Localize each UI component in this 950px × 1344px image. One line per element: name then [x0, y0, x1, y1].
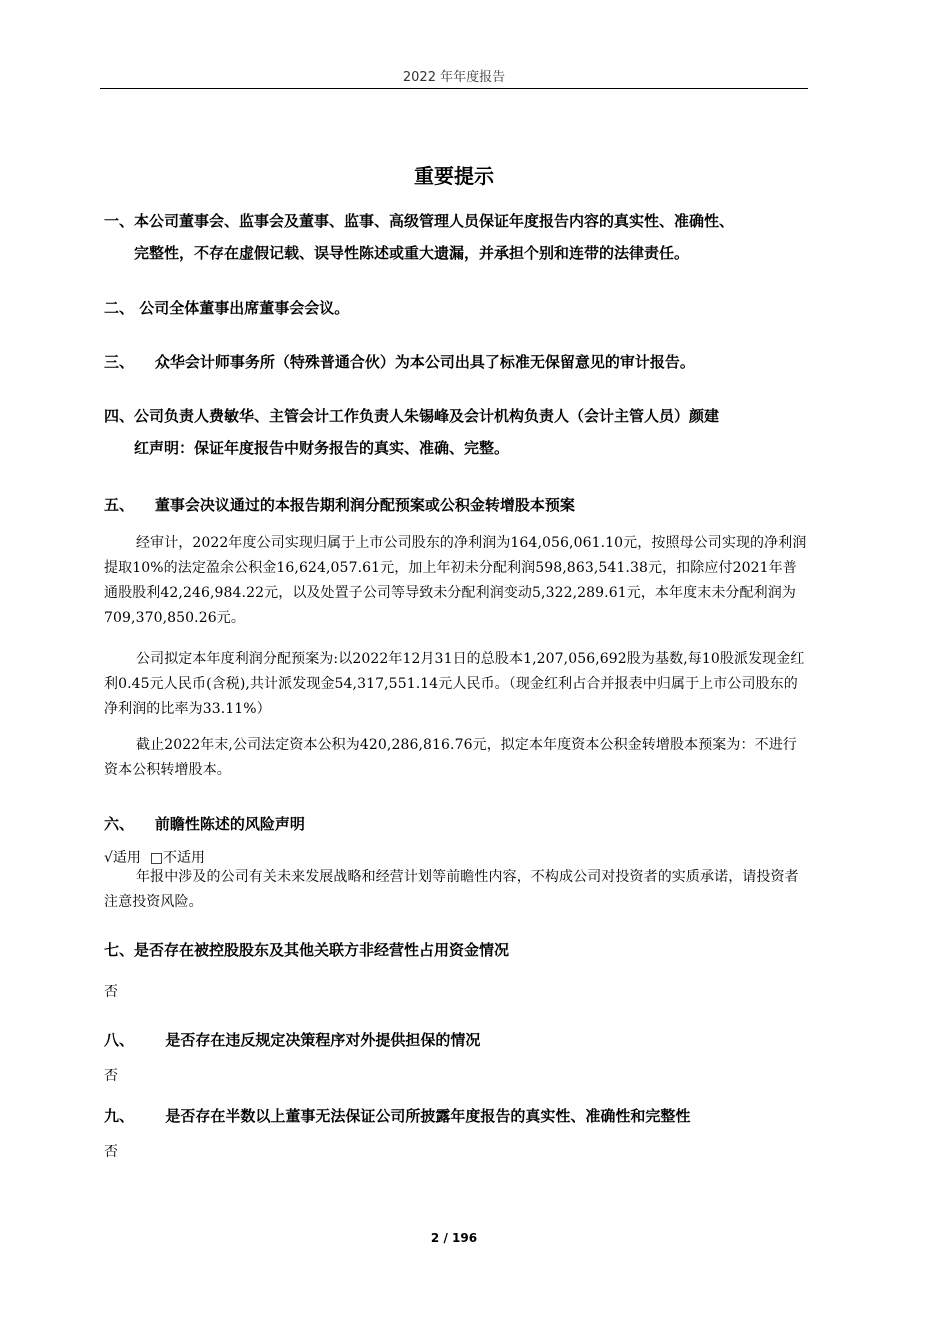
header-rule [100, 88, 808, 89]
section-1-text-line2: 完整性，不存在虚假记载、误导性陈述或重大遗漏，并承担个别和连带的法律责任。 [134, 244, 690, 262]
profit-paragraph-2: 公司拟定本年度利润分配预案为:以2022年12月31日的总股本1,207,056,692股为基数,每10股派发现金红利0.45元人民币(含税),共计派发现金54,317,551.14元人民币。（现金红利占合并报表中归属于上市公司股东的净利润的比率为33.11%） [104, 651, 805, 717]
section-3-text: 众华会计师事务所（特殊普通合伙）为本公司出具了标准无保留意见的审计报告。 [154, 353, 695, 371]
section-6-text: 前瞻性陈述的风险声明 [154, 815, 305, 833]
section-3-number: 三、 [104, 353, 135, 371]
section-8-answer: 否 [104, 1068, 118, 1084]
section-8-text: 是否存在违反规定决策程序对外提供担保的情况 [165, 1031, 481, 1049]
section-2-number: 二、 [104, 299, 135, 317]
section-6-number: 六、 [104, 815, 135, 833]
page-title: 重要提示 [414, 164, 494, 188]
section-1 [104, 205, 824, 269]
section-7 [104, 934, 824, 966]
section-2-text: 公司全体董事出席董事会会议。 [139, 299, 350, 317]
section-7-text: 是否存在被控股股东及其他关联方非经营性占用资金情况 [134, 941, 510, 959]
section-1-number: 一、 [104, 212, 135, 230]
section-8-number: 八、 [104, 1031, 135, 1049]
section-3 [104, 346, 824, 378]
section-5-text: 董事会决议通过的本报告期利润分配预案或公积金转增股本预案 [154, 496, 575, 514]
section-7-number: 七、 [104, 941, 135, 959]
risk-statement: 年报中涉及的公司有关未来发展战略和经营计划等前瞻性内容，不构成公司对投资者的实质承诺，请投资者注意投资风险。 [104, 869, 799, 910]
section-6 [104, 808, 824, 840]
section-9 [104, 1100, 824, 1132]
section-4-text-line2: 红声明：保证年度报告中财务报告的真实、准确、完整。 [134, 439, 510, 457]
page-number: 2 / 196 [430, 1231, 478, 1245]
running-header: 2022 年年度报告 [402, 70, 506, 85]
section-9-answer: 否 [104, 1144, 118, 1160]
not-applicable-checkbox: □不适用 [149, 850, 206, 866]
section-4-text-line1: 公司负责人费敏华、主管会计工作负责人朱锡峰及会计机构负责人（会计主管人员）颜建 [134, 407, 720, 425]
section-2 [104, 292, 824, 324]
section-8 [104, 1024, 824, 1056]
section-4 [104, 400, 824, 464]
profit-paragraph-1: 经审计，2022年度公司实现归属于上市公司股东的净利润为164,056,061.10元，按照母公司实现的净利润提取10%的法定盈余公积金16,624,057.61元，加上年初未分配利润598,863,541.38元，扣除应付2021年普通股股利42,246,984.22元，以及处置子公司等导致未分配利润变动5,322,289.61元，本年度末未分配利润为709,370,850.26元。 [104, 535, 807, 626]
section-5-number: 五、 [104, 496, 135, 514]
risk-applicability [104, 847, 205, 867]
section-9-text: 是否存在半数以上董事无法保证公司所披露年度报告的真实性、准确性和完整性 [165, 1107, 691, 1125]
section-9-number: 九、 [104, 1107, 135, 1125]
section-4-number: 四、 [104, 407, 135, 425]
applicable-checkbox: √适用 [104, 850, 141, 866]
section-7-answer: 否 [104, 984, 118, 1000]
profit-paragraph-3: 截止2022年末,公司法定资本公积为420,286,816.76元，拟定本年度资本公积金转增股本预案为：不进行资本公积转增股本。 [104, 737, 797, 778]
section-5 [104, 489, 824, 521]
section-1-text-line1: 本公司董事会、监事会及董事、监事、高级管理人员保证年度报告内容的真实性、准确性、 [134, 212, 735, 230]
